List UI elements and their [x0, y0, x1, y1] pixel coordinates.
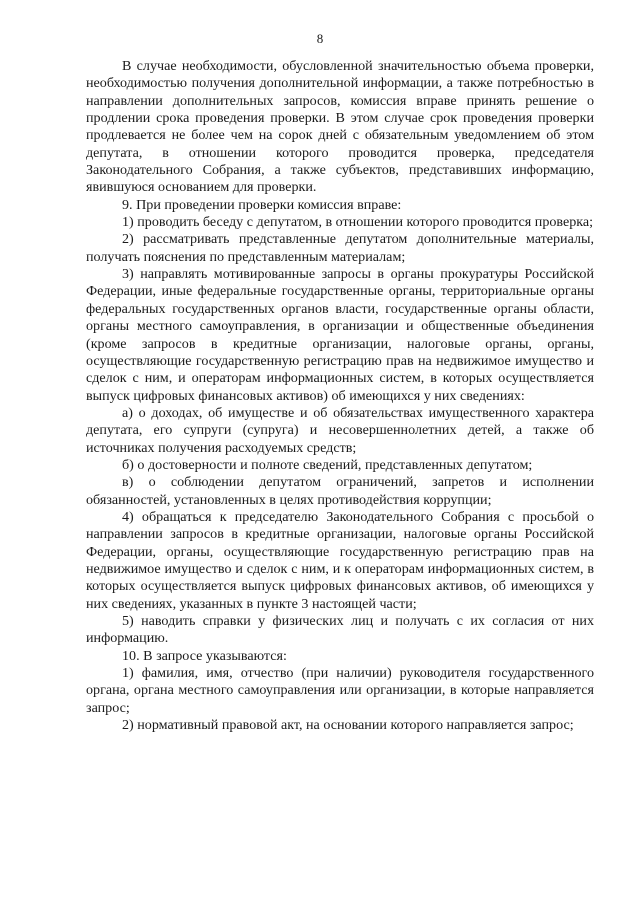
page-number: 8 — [316, 31, 324, 46]
paragraph-item-9-3: 3) направлять мотивированные запросы в органы прокуратуры Российской Федерации, иные федеральные государственные органы, территориальные органы федеральных государственных органов власти, государственные органы области, органы местного самоуправления, в организации и общественные объединения (кроме запросов в кредитные организации, налоговые органы, органы, осуществляющие государственную регистрацию прав на недвижимое имущество и сделок с ним, и операторам информационных систем, в которых осуществляется выпуск цифровых финансовых активов) об имеющихся у них сведениях: — [86, 266, 594, 404]
paragraph-item-9-2: 2) рассматривать представленные депутатом дополнительные материалы, получать пояснения по представленным материалам; — [86, 231, 594, 265]
paragraph-item-9-3-b: б) о достоверности и полноте сведений, представленных депутатом; — [122, 456, 533, 473]
document-body — [86, 58, 594, 734]
paragraph-item-9: 9. При проведении проверки комиссия вправе: — [122, 196, 402, 213]
paragraph-item-9-4: 4) обращаться к председателю Законодательного Собрания с просьбой о направлении запросов в кредитные организации, налоговые органы Российской Федерации, органы, осуществляющие государственную регистрацию прав на недвижимое имущество и сделок с ним, и к операторам информационных систем, в которых осуществляется выпуск цифровых финансовых активов, об имеющихся у них сведениях, указанных в пункте 3 настоящей части; — [86, 508, 594, 612]
paragraph-item-9-3-a: а) о доходах, об имуществе и об обязательствах имущественного характера депутата, его супруги (супруга) и несовершеннолетних детей, а также об источниках получения расходуемых средств; — [86, 404, 594, 456]
paragraph-item-9-1: 1) проводить беседу с депутатом, в отношении которого проводится проверка; — [122, 214, 594, 231]
paragraph-item-10: 10. В запросе указываются: — [122, 647, 287, 664]
paragraph-item-9-5: 5) наводить справки у физических лиц и получать с их согласия от них информацию. — [86, 613, 594, 647]
paragraph-item-10-2: 2) нормативный правовой акт, на основании которого направляется запрос; — [122, 717, 574, 734]
paragraph-extension-of-review: В случае необходимости, обусловленной значительностью объема проверки, необходимостью получения дополнительной информации, а также потребностью в направлении дополнительных запросов, комиссия вправе принять решение о продлении срока проведения проверки. В этом случае срок проведения проверки продлевается не более чем на сорок дней с обязательным уведомлением об этом депутата, в отношении которого проводится проверка, председателя Законодательного Собрания, а также субъектов, представивших информацию, явившуюся основанием для проверки. — [86, 58, 594, 196]
paragraph-item-9-3-c: в) о соблюдении депутатом ограничений, запретов и исполнении обязанностей, установленных в целях противодействия коррупции; — [86, 474, 594, 508]
paragraph-item-10-1: 1) фамилия, имя, отчество (при наличии) руководителя государственного органа, органа местного самоуправления или организации, в которые направляется запрос; — [86, 665, 594, 716]
